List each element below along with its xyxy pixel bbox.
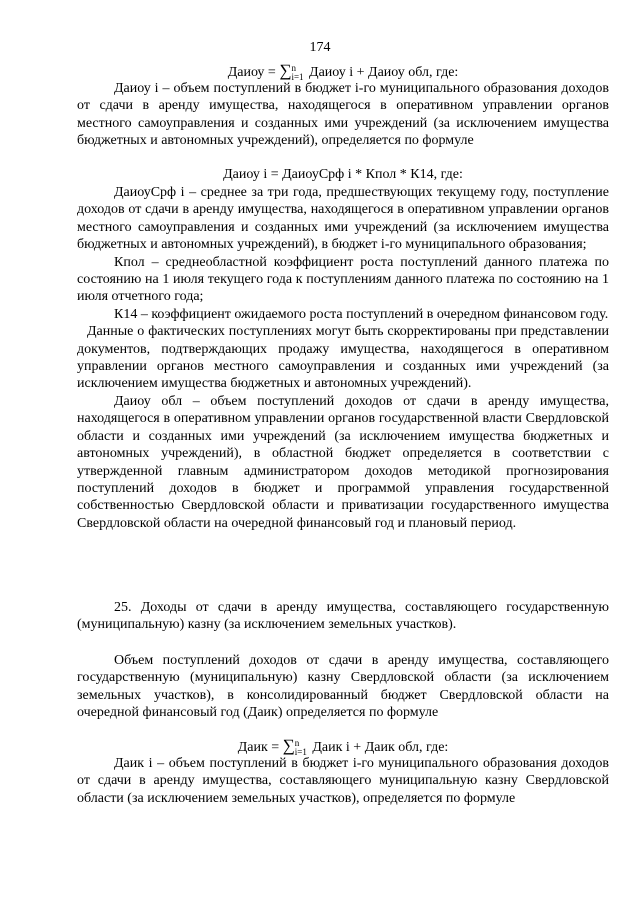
paragraph-actual-receipts: Данные о фактических поступлениях могут быть скорректированы при представлении документов, подтверждающих продажу имущества, находящегося в оперативном управлении органов местного самоуправления и созданных ими учреждений (за исключением имущества бюджетных и автономных учреждений). xyxy=(77,324,609,392)
formula-rhs: Даиоу i + Даиоу обл, где: xyxy=(309,65,459,80)
paragraph-daik-i xyxy=(77,755,609,807)
section-25-heading xyxy=(77,599,609,634)
page-number: 174 xyxy=(309,40,331,55)
paragraph-daiousrf: ДаиоуСрф i – среднее за три года, предшествующих текущему году, поступление доходов от сдачи в аренду имущества, находящегося в оперативном управлении органов местного самоуправления и созданных ими учреждений (за исключением имущества бюджетных и автономных учреждений), в бюджет i-го муниципального образования; xyxy=(77,185,609,253)
sum-upper-limit: n xyxy=(294,737,300,748)
sum-lower-limit: i=1 xyxy=(294,746,307,757)
formula-daiou-sum xyxy=(77,62,609,82)
formula-rhs: Даик i + Даик обл, где: xyxy=(312,740,449,755)
paragraph-kpol: Кпол – среднеобластной коэффициент роста поступлений данного платежа по состоянию на 1 июля текущего года к поступлениям данного платежа по состоянию на 1 июля отчетного года; xyxy=(77,254,609,305)
formula-daiou-i: Даиоу i = ДаиоуСрф i * Кпол * К14, где: xyxy=(223,167,463,182)
paragraph-text: Даиоу i – объем поступлений в бюджет i-го муниципального образования доходов от сдачи в аренду имущества, находящегося в оперативном управлении органов местного самоуправления и созданных ими учреждений (за исключением имущества бюджетных и автономных учреждений), определяется по формуле xyxy=(77,81,609,149)
paragraph-text: Объем поступлений доходов от сдачи в аренду имущества, составляющего государственную (муниципальную) казну Свердловской области (за исключением земельных участков), в консолидированный бюджет Свердловской области на очередной финансовый год (Даик) определяется по формуле xyxy=(77,653,609,721)
sum-upper-limit: n xyxy=(291,62,296,73)
sum-lower-limit: i=1 xyxy=(291,71,304,82)
paragraph-k14: К14 – коэффициент ожидаемого роста поступлений в очередном финансовом году. xyxy=(114,306,609,322)
paragraph-text: 25. Доходы от сдачи в аренду имущества, составляющего государственную (муниципальную) казну (за исключением земельных участков). xyxy=(77,600,609,633)
formula-daik-sum xyxy=(77,737,609,757)
sum-symbol: ∑ xyxy=(279,61,292,80)
paragraph-daiou-obl: Даиоу обл – объем поступлений доходов от сдачи в аренду имущества, находящегося в оперативном управлении органов государственной власти Свердловской области и созданных ими учреждений (за исключением имущества бюджетных и автономных учреждений), в областной бюджет определяется в соответствии с утвержденной главным администратором доходов методикой прогнозирования поступлений доходов в бюджет и программой управления государственной собственностью Свердловской области и приватизации государственного имущества Свердловской области на очередной финансовый год и плановый период. xyxy=(77,393,609,531)
formula-lhs: Даик = xyxy=(237,740,280,755)
paragraph-daiou-i xyxy=(77,80,609,150)
formula-lhs: Даиоу = xyxy=(227,65,276,80)
paragraph-text: Даик i – объем поступлений в бюджет i-го муниципального образования доходов от сдачи в аренду имущества, составляющего муниципальную казну Свердловской области (за исключением земельных участков), определяется по формуле xyxy=(77,756,609,806)
paragraph-daik-intro xyxy=(77,652,609,722)
paragraph-definitions xyxy=(77,184,609,532)
sum-symbol: ∑ xyxy=(282,736,295,755)
